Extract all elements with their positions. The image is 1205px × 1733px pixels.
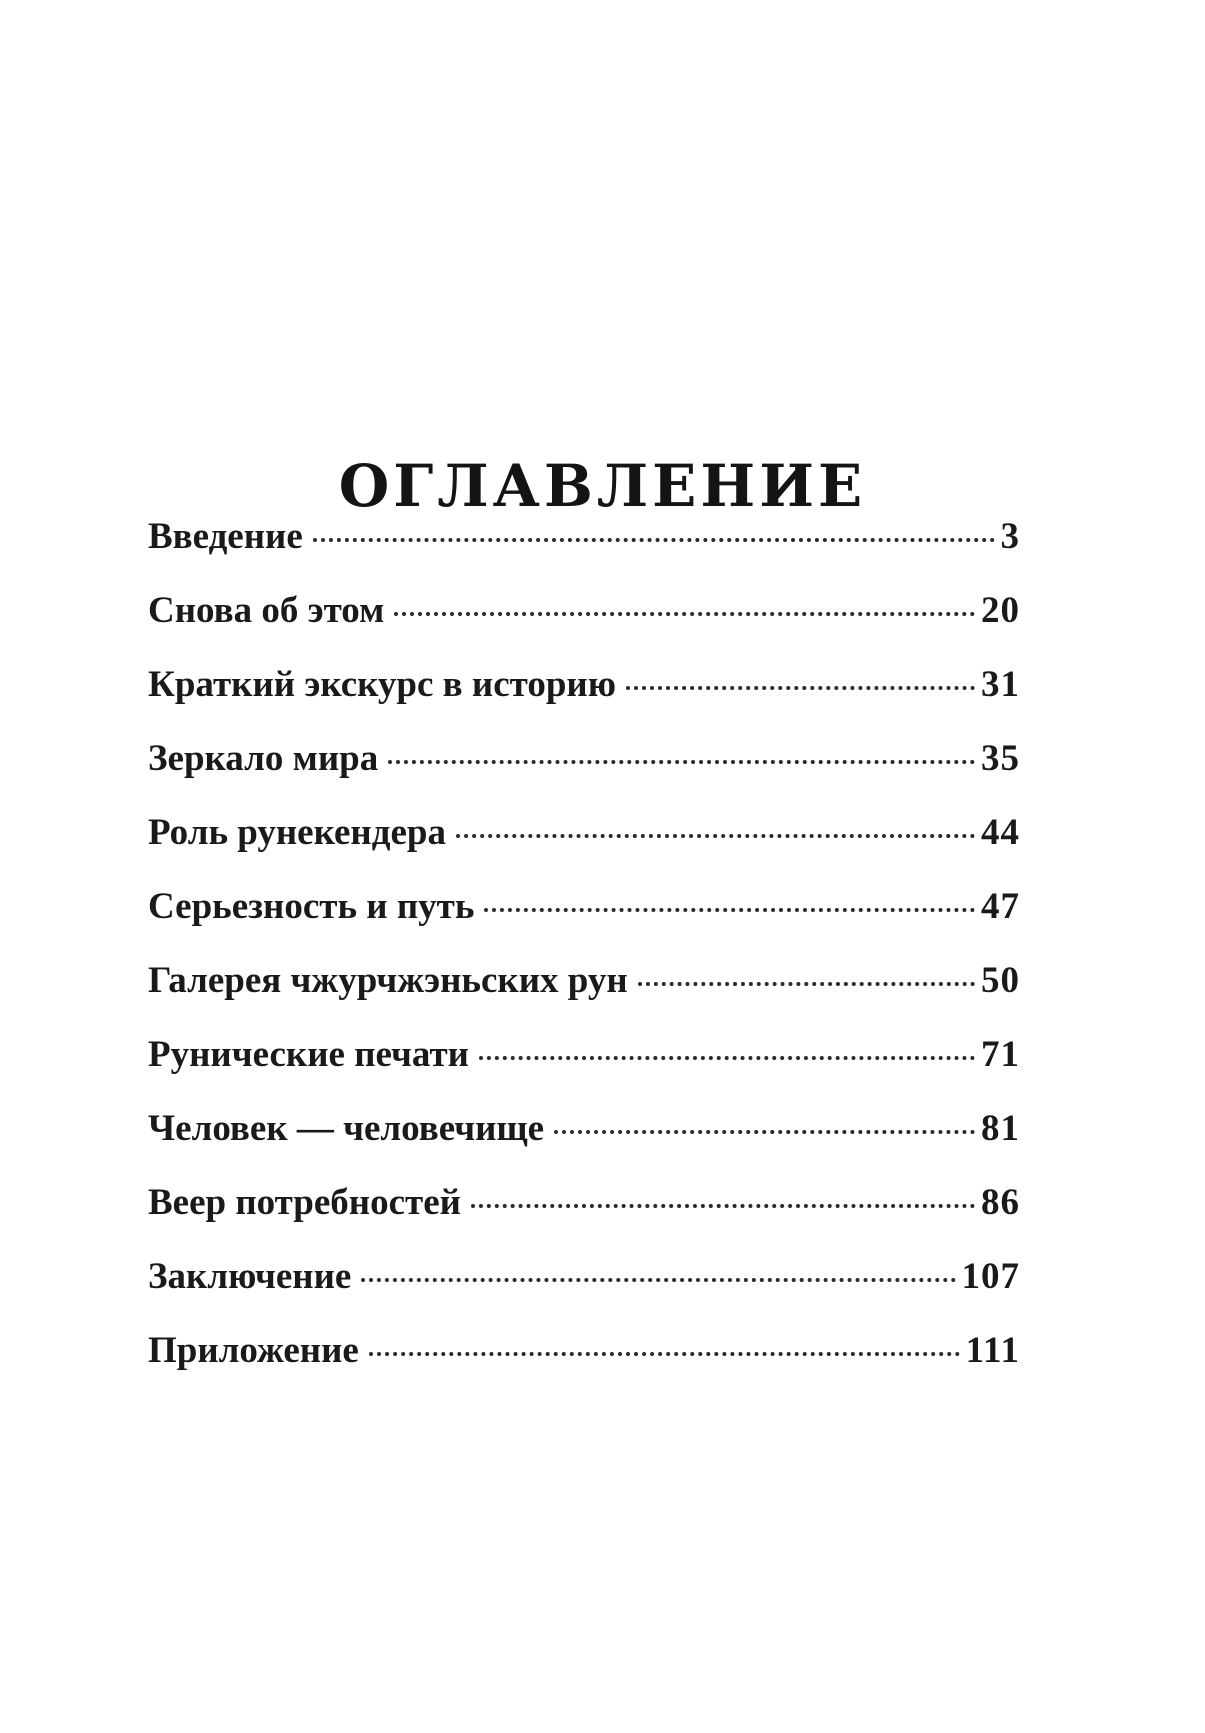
- toc-entry-page: 107: [961, 1256, 1020, 1297]
- dot-leader: [479, 1056, 975, 1060]
- toc-entry: [148, 1329, 1020, 1403]
- toc-entry-label: Заключение: [148, 1256, 352, 1297]
- dot-leader: [484, 908, 975, 912]
- toc-entry-label: Введение: [148, 516, 303, 557]
- toc-entry: [148, 1181, 1020, 1255]
- toc-entry: [148, 1255, 1020, 1329]
- toc-entry-label: Галерея чжурчжэньских рун: [148, 960, 628, 1001]
- dot-leader: [638, 982, 975, 986]
- dot-leader: [313, 538, 995, 542]
- toc-entry-page: 31: [981, 664, 1020, 705]
- toc-entry-label: Краткий экскурс в историю: [148, 664, 617, 705]
- dot-leader: [626, 686, 975, 690]
- toc-entry: [148, 663, 1020, 737]
- toc-entry: [148, 811, 1020, 885]
- toc-entry-label: Снова об этом: [148, 590, 385, 631]
- toc-entry-label: Веер потребностей: [148, 1182, 461, 1223]
- toc-entry-page: 20: [981, 590, 1020, 631]
- dot-leader: [554, 1130, 975, 1134]
- toc-entry: [148, 737, 1020, 811]
- toc-entry-page: 81: [981, 1108, 1020, 1149]
- dot-leader: [394, 612, 975, 616]
- toc-entry: [148, 1107, 1020, 1181]
- dot-leader: [388, 760, 975, 764]
- toc-entry: [148, 885, 1020, 959]
- toc-entry-label: Серьезность и путь: [148, 886, 475, 927]
- dot-leader: [456, 834, 975, 838]
- toc-entry: [148, 1033, 1020, 1107]
- toc-entry: [148, 959, 1020, 1033]
- dot-leader: [369, 1352, 960, 1356]
- toc-entry-page: 35: [981, 738, 1020, 779]
- dot-leader: [361, 1278, 955, 1282]
- toc-entry-page: 44: [981, 812, 1020, 853]
- toc-entry: [148, 589, 1020, 663]
- toc-entry-page: 111: [965, 1330, 1020, 1371]
- toc-entry-label: Человек — человечище: [148, 1108, 545, 1149]
- toc-entry-page: 71: [981, 1034, 1020, 1075]
- toc-entry-page: 50: [981, 960, 1020, 1001]
- toc-entry-label: Роль рунекендера: [148, 812, 446, 853]
- toc-entry-label: Приложение: [148, 1330, 359, 1371]
- toc-entry-page: 47: [981, 886, 1020, 927]
- toc-entry: [148, 515, 1020, 589]
- toc-entry-page: 3: [1000, 516, 1020, 557]
- table-of-contents: [148, 515, 1020, 1403]
- toc-entry-label: Зеркало мира: [148, 738, 379, 779]
- toc-entry-label: Рунические печати: [148, 1034, 469, 1075]
- dot-leader: [471, 1204, 975, 1208]
- page-title: ОГЛАВЛЕНИЕ: [338, 451, 867, 520]
- toc-entry-page: 86: [981, 1182, 1020, 1223]
